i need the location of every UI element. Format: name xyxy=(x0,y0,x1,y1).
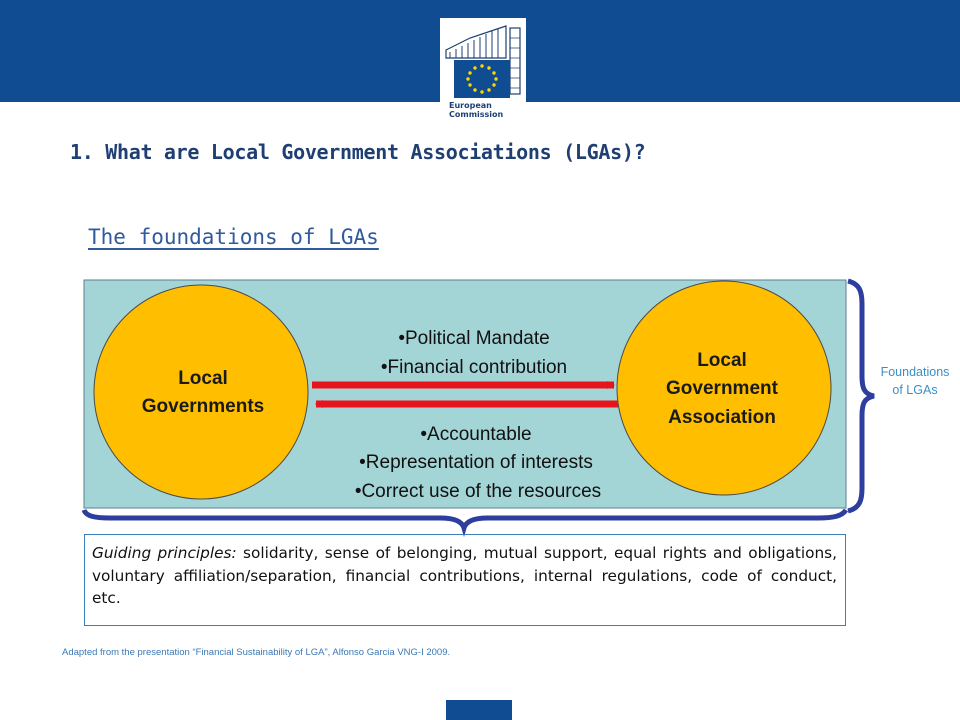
guiding-principles-box xyxy=(84,534,846,626)
forward-flow-2: •Financial contribution xyxy=(380,357,568,378)
forward-flow-1: •Political Mandate xyxy=(398,328,550,349)
backward-flow-3: •Correct use of the resources xyxy=(354,481,602,502)
side-label-line-1: Foundations xyxy=(880,365,950,379)
backward-flow-2: •Representation of interests xyxy=(359,452,593,473)
right-node-label-1: Local xyxy=(697,350,747,371)
left-node-label-2: Governments xyxy=(141,396,265,417)
logo-word-commission: Commission xyxy=(449,110,504,119)
principles-lead: Guiding principles: xyxy=(92,544,237,562)
source-note: Adapted from the presentation “Financial Sustainability of LGA”, Alfonso Garcia VNG-I 2009. xyxy=(62,647,451,658)
foundations-side-label xyxy=(866,363,960,399)
logo-word-european: European xyxy=(449,101,492,110)
left-node-label-1: Local xyxy=(178,368,228,389)
footer-brand-block xyxy=(446,700,512,720)
slide-title: 1. What are Local Government Associations (LGAs)? xyxy=(70,140,646,164)
local-governments-node xyxy=(94,285,308,499)
side-label-line-2: of LGAs xyxy=(892,383,938,397)
principles-body: solidarity, sense of belonging, mutual support, equal rights and obligations, voluntary affiliation/separation, financial contributions, internal regulations, code of conduct, etc. xyxy=(92,544,838,607)
bottom-brace xyxy=(84,510,846,528)
slide-subtitle: The foundations of LGAs xyxy=(88,225,379,249)
right-node-label-3: Association xyxy=(668,407,776,428)
right-node-label-2: Government xyxy=(666,378,778,399)
backward-flow-1: •Accountable xyxy=(420,424,532,445)
